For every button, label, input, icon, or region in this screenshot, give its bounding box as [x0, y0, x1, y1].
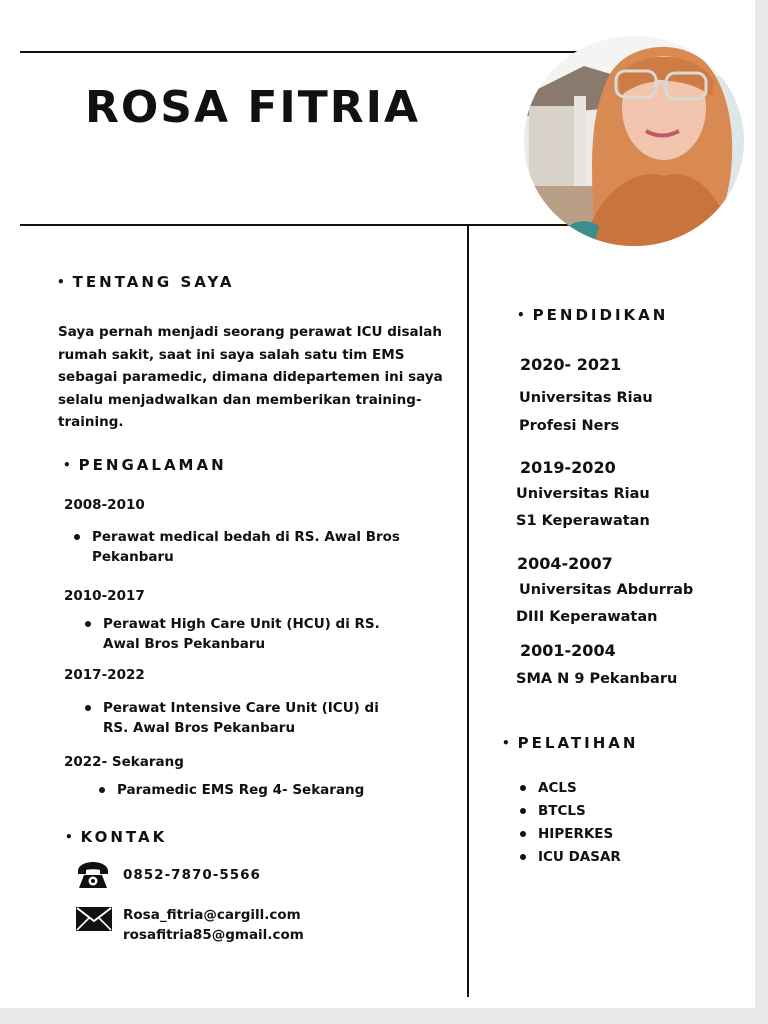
column-divider: [467, 225, 469, 997]
bullet-dot: •: [63, 458, 71, 472]
about-text: Saya pernah menjadi seorang perawat ICU disalah rumah sakit, saat ini saya salah satu tim EMS sebagai paramedic, dimana didepartemen ini saya selalu menjadwalkan dan memberikan training- training.: [58, 324, 443, 430]
education-period: 2004-2007: [517, 554, 613, 573]
experience-period: 2008-2010: [64, 497, 145, 513]
education-school: Universitas Riau: [519, 390, 653, 406]
experience-role: Perawat High Care Unit (HCU) di RS. Awal Bros Pekanbaru: [103, 614, 413, 654]
bullet-dot: •: [517, 308, 525, 322]
training-item: BTCLS: [538, 803, 586, 819]
education-heading: [517, 305, 668, 326]
email-secondary: rosafitria85@gmail.com: [123, 927, 304, 943]
header-divider: [20, 224, 580, 226]
experience-heading: [63, 455, 227, 476]
training-item: ACLS: [538, 780, 577, 796]
email-primary: Rosa_fitria@cargill.com: [123, 907, 301, 923]
education-school: Universitas Riau: [516, 486, 650, 502]
education-period: 2020- 2021: [520, 355, 622, 374]
experience-period: 2010-2017: [64, 588, 145, 604]
experience-role: Perawat medical bedah di RS. Awal Bros Pekanbaru: [92, 527, 402, 567]
contact-heading-text: KONTAK: [80, 828, 168, 846]
top-divider: [20, 51, 590, 53]
education-program: S1 Keperawatan: [516, 513, 650, 529]
about-heading: [57, 272, 234, 293]
phone-number: 0852-7870-5566: [123, 867, 261, 883]
education-period: 2001-2004: [520, 641, 616, 660]
education-period: 2019-2020: [520, 458, 616, 477]
experience-period: 2017-2022: [64, 667, 145, 683]
about-heading-text: TENTANG SAYA: [72, 273, 235, 291]
contact-heading: [65, 827, 167, 848]
experience-role: Perawat Intensive Care Unit (ICU) di RS. Awal Bros Pekanbaru: [103, 698, 403, 738]
education-program: DIII Keperawatan: [516, 609, 658, 625]
education-heading-text: PENDIDIKAN: [532, 306, 669, 324]
envelope-icon: [76, 907, 112, 931]
education-school: Universitas Abdurrab: [519, 582, 694, 598]
education-program: Profesi Ners: [519, 418, 620, 434]
experience-role: Paramedic EMS Reg 4- Sekarang: [117, 780, 417, 800]
bullet-dot: •: [57, 275, 65, 289]
training-heading-text: PELATIHAN: [517, 734, 639, 752]
training-item: HIPERKES: [538, 826, 614, 842]
education-school: SMA N 9 Pekanbaru: [516, 671, 678, 687]
bullet-dot: •: [65, 830, 73, 844]
training-heading: [502, 733, 638, 754]
profile-photo: [524, 36, 744, 246]
phone-icon: [76, 861, 110, 889]
bullet-dot: •: [502, 736, 510, 750]
experience-period: 2022- Sekarang: [64, 754, 184, 770]
experience-heading-text: PENGALAMAN: [78, 456, 227, 474]
person-name: ROSA FITRIA: [85, 82, 421, 133]
training-item: ICU DASAR: [538, 849, 621, 865]
